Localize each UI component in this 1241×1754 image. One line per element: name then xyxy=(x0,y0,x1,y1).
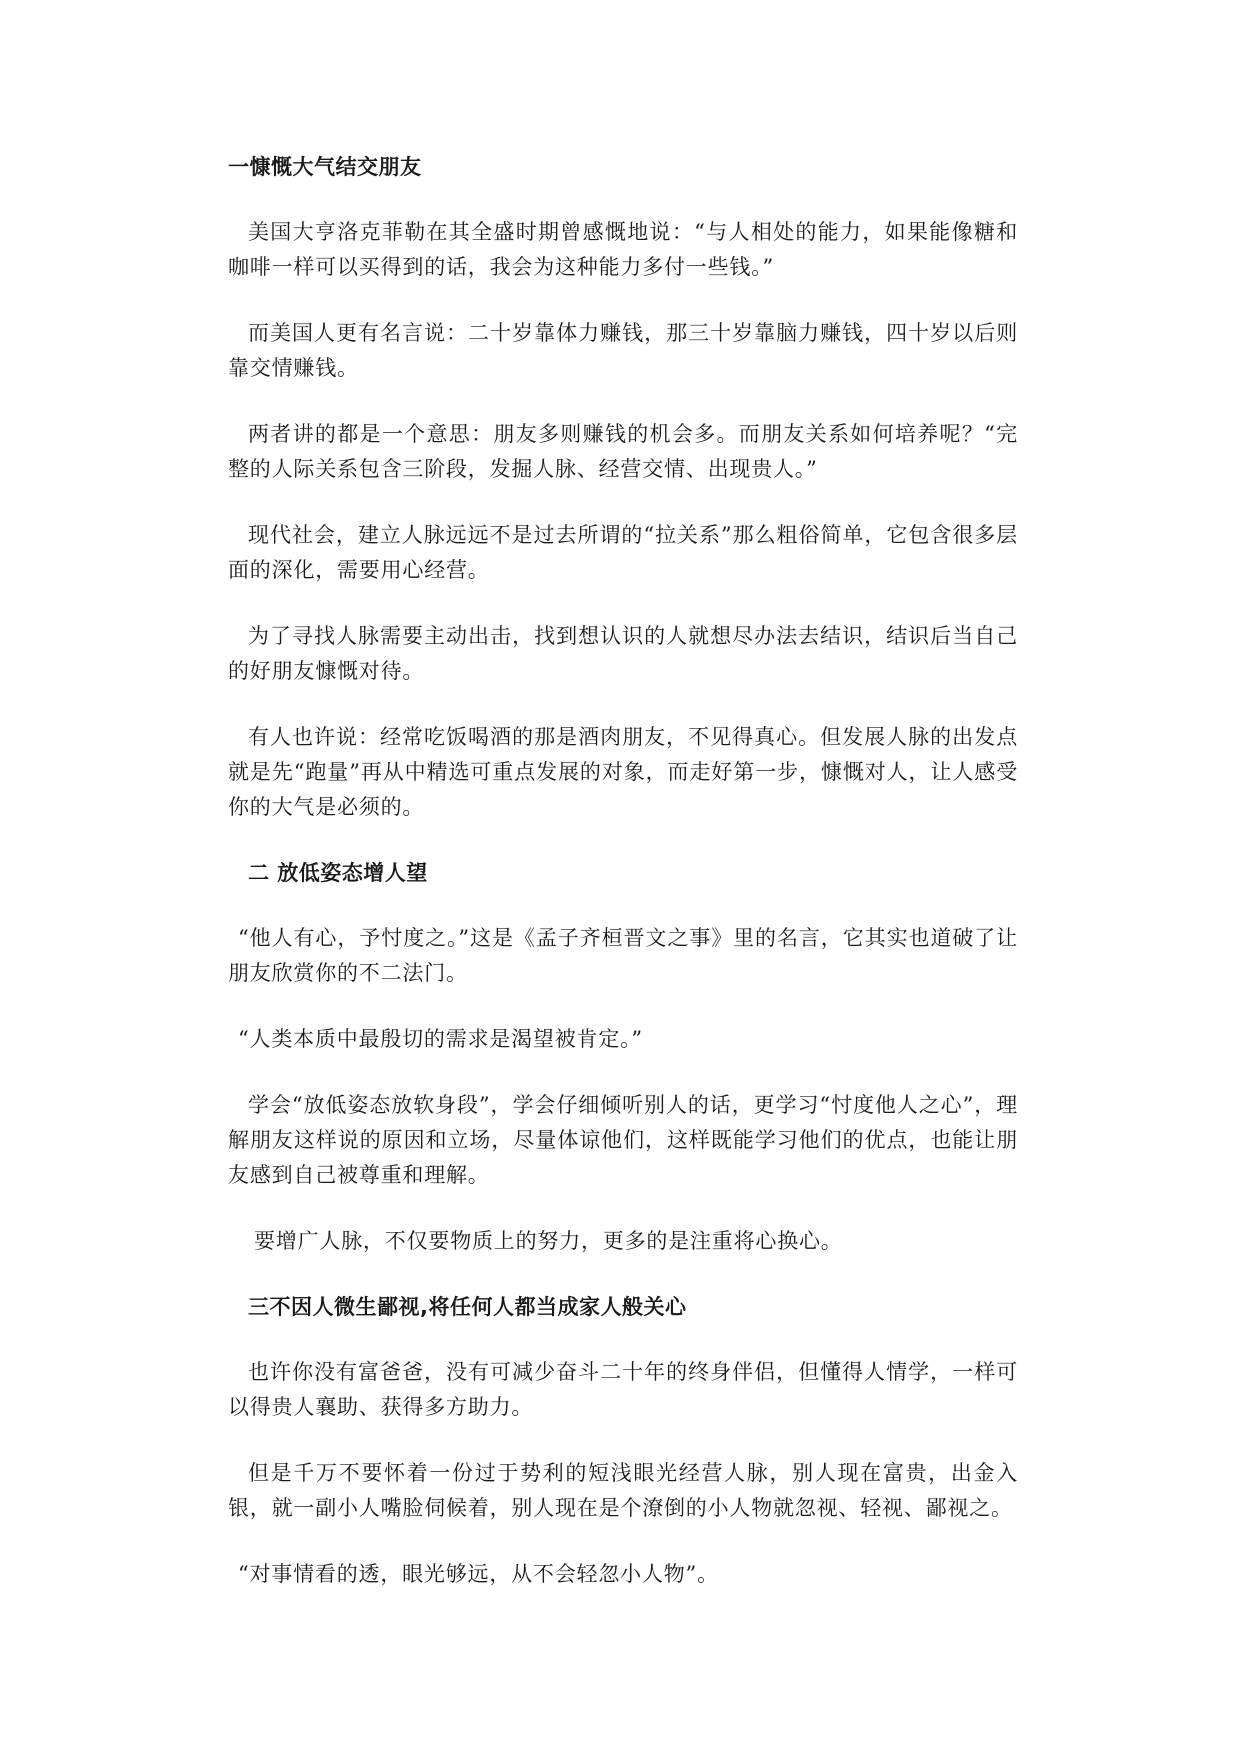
paragraph: 为了寻找人脉需要主动出击，找到想认识的人就想尽办法去结识，结识后当自己的好朋友慷慨对待。 xyxy=(228,624,1018,683)
section-heading: 一慷慨大气结交朋友 xyxy=(228,155,422,179)
paragraph: 有人也许说：经常吃饭喝酒的那是酒肉朋友，不见得真心。但发展人脉的出发点就是先“跑量”再从中精选可重点发展的对象，而走好第一步，慷慨对人，让人感受你的大气是必须的。 xyxy=(228,725,1018,819)
paragraph: “对事情看的透，眼光够远，从不会轻忽小人物”。 xyxy=(238,1562,719,1586)
paragraph: 而美国人更有名言说：二十岁靠体力赚钱，那三十岁靠脑力赚钱，四十岁以后则靠交情赚钱。 xyxy=(228,321,1018,380)
paragraph: “他人有心，予忖度之。”这是《孟子齐桓晋文之事》里的名言，它其实也道破了让朋友欣赏你的不二法门。 xyxy=(228,926,1018,985)
section-heading: 二 放低姿态增人望 xyxy=(248,861,428,885)
paragraph: “人类本质中最殷切的需求是渴望被肯定。” xyxy=(238,1027,643,1051)
paragraph: 也许你没有富爸爸，没有可减少奋斗二十年的终身伴侣，但懂得人情学，一样可以得贵人襄助、获得多方助力。 xyxy=(228,1360,1018,1419)
document-page xyxy=(228,150,1018,1623)
paragraph: 两者讲的都是一个意思：朋友多则赚钱的机会多。而朋友关系如何培养呢？“完整的人际关系包含三阶段，发掘人脉、经营交情、出现贵人。” xyxy=(228,422,1018,481)
paragraph: 要增广人脉，不仅要物质上的努力，更多的是注重将心换心。 xyxy=(254,1229,843,1253)
paragraph: 美国大亨洛克菲勒在其全盛时期曾感慨地说：“与人相处的能力，如果能像糖和咖啡一样可以买得到的话，我会为这种能力多付一些钱。” xyxy=(228,220,1018,279)
paragraph: 学会“放低姿态放软身段”，学会仔细倾听别人的话，更学习“忖度他人之心”，理解朋友这样说的原因和立场，尽量体谅他们，这样既能学习他们的优点，也能让朋友感到自己被尊重和理解。 xyxy=(228,1093,1018,1187)
paragraph: 现代社会，建立人脉远远不是过去所谓的“拉关系”那么粗俗简单，它包含很多层面的深化，需要用心经营。 xyxy=(228,523,1018,582)
section-heading: 三不因人微生鄙视,将任何人都当成家人般关心 xyxy=(248,1295,687,1319)
paragraph: 但是千万不要怀着一份过于势利的短浅眼光经营人脉，别人现在富贵，出金入银，就一副小人嘴脸伺候着，别人现在是个潦倒的小人物就忽视、轻视、鄙视之。 xyxy=(228,1461,1018,1520)
